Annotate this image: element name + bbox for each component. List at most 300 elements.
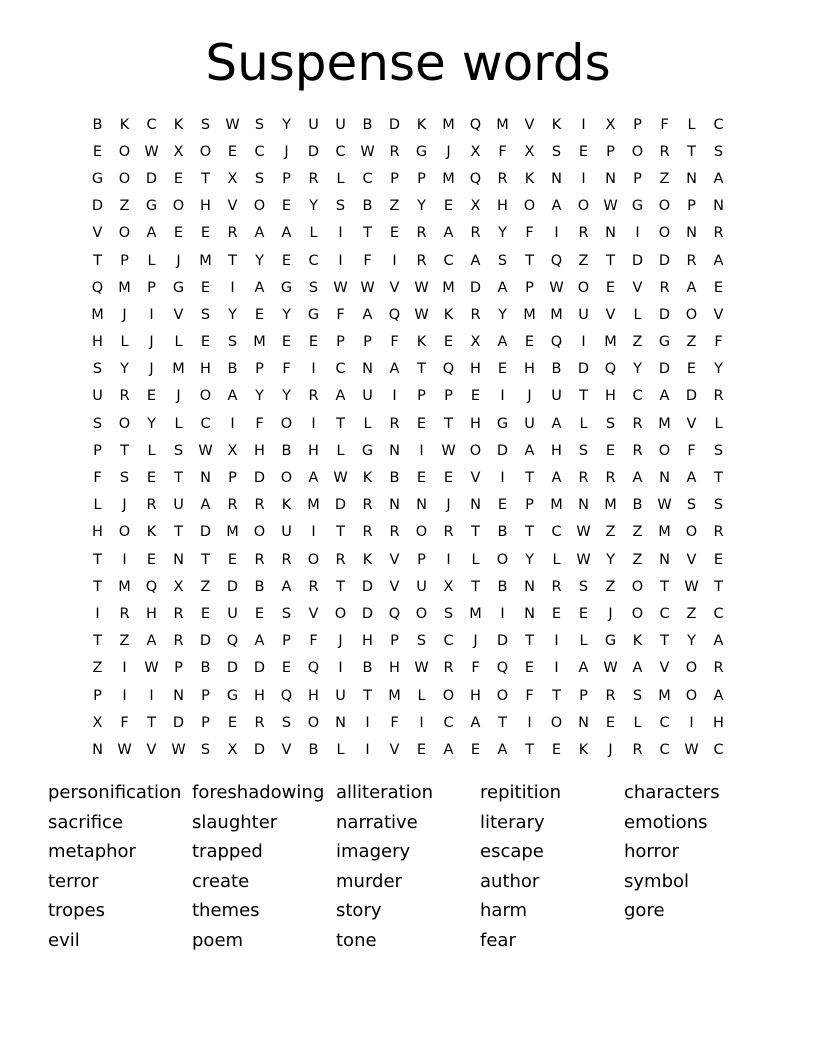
grid-letter: S bbox=[578, 442, 589, 459]
grid-letter: R bbox=[470, 306, 481, 323]
grid-letter: I bbox=[311, 415, 316, 432]
grid-letter: V bbox=[173, 306, 184, 323]
grid-letter: L bbox=[147, 252, 156, 269]
grid-letter: S bbox=[92, 415, 103, 432]
grid-letter: V bbox=[524, 116, 535, 133]
grid-letter: T bbox=[714, 578, 723, 595]
grid-letter: E bbox=[146, 551, 157, 568]
grid-letter: P bbox=[201, 714, 210, 731]
grid-letter: O bbox=[172, 198, 185, 215]
grid-letter: S bbox=[92, 361, 103, 378]
grid-row bbox=[84, 464, 734, 491]
grid-letter: H bbox=[308, 687, 319, 704]
grid-letter: M bbox=[172, 361, 185, 378]
grid-letter: K bbox=[281, 497, 292, 514]
grid-letter: D bbox=[631, 252, 644, 269]
grid-letter: A bbox=[632, 470, 643, 487]
grid-letter: E bbox=[605, 442, 616, 459]
grid-letter: Y bbox=[525, 551, 534, 568]
grid-letter: G bbox=[145, 198, 158, 215]
grid-letter: F bbox=[93, 470, 102, 487]
grid-letter: N bbox=[659, 470, 670, 487]
grid-letter: E bbox=[200, 279, 211, 296]
word-list-item: foreshadowing bbox=[192, 782, 325, 803]
grid-letter: E bbox=[227, 551, 238, 568]
grid-letter: F bbox=[120, 714, 129, 731]
grid-letter: S bbox=[335, 198, 346, 215]
grid-letter: E bbox=[416, 415, 427, 432]
word-search-grid bbox=[84, 111, 734, 764]
grid-letter: L bbox=[336, 741, 345, 758]
grid-letter: R bbox=[119, 605, 130, 622]
grid-letter: C bbox=[200, 415, 211, 432]
grid-letter: N bbox=[470, 497, 481, 514]
grid-letter: E bbox=[254, 605, 265, 622]
grid-letter: S bbox=[713, 442, 724, 459]
grid-letter: H bbox=[254, 687, 265, 704]
grid-letter: D bbox=[685, 388, 698, 405]
grid-row bbox=[84, 573, 734, 600]
grid-letter: X bbox=[470, 334, 481, 351]
grid-letter: I bbox=[446, 551, 451, 568]
grid-letter: C bbox=[254, 143, 265, 160]
grid-letter: N bbox=[362, 361, 373, 378]
word-list-item: murder bbox=[336, 870, 402, 892]
grid-letter: P bbox=[390, 170, 399, 187]
grid-letter: N bbox=[659, 551, 670, 568]
grid-letter: A bbox=[551, 198, 562, 215]
word-list-item: escape bbox=[480, 841, 544, 863]
grid-letter: A bbox=[254, 279, 265, 296]
grid-letter: R bbox=[227, 225, 238, 242]
grid-letter: T bbox=[660, 578, 669, 595]
grid-letter: Q bbox=[388, 605, 401, 622]
word-list-item: poem bbox=[192, 929, 244, 951]
grid-letter: R bbox=[389, 524, 400, 541]
word-list-item: create bbox=[192, 870, 250, 892]
grid-letter: R bbox=[173, 633, 184, 650]
grid-letter: E bbox=[281, 334, 292, 351]
grid-letter: U bbox=[173, 497, 184, 514]
grid-letter: O bbox=[280, 415, 293, 432]
grid-letter: J bbox=[176, 388, 181, 405]
grid-letter: J bbox=[176, 252, 181, 269]
grid-letter: I bbox=[122, 687, 127, 704]
grid-letter: J bbox=[284, 143, 289, 160]
grid-letter: S bbox=[605, 415, 616, 432]
grid-letter: M bbox=[523, 306, 536, 323]
grid-letter: F bbox=[471, 660, 480, 677]
grid-letter: E bbox=[281, 252, 292, 269]
grid-letter: A bbox=[551, 415, 562, 432]
grid-letter: I bbox=[635, 225, 640, 242]
grid-letter: R bbox=[362, 497, 373, 514]
grid-letter: N bbox=[335, 714, 346, 731]
grid-letter: T bbox=[687, 143, 696, 160]
page-title: Suspense words bbox=[205, 34, 611, 92]
grid-letter: Y bbox=[282, 116, 291, 133]
grid-letter: D bbox=[361, 578, 374, 595]
grid-letter: I bbox=[338, 252, 343, 269]
grid-letter: W bbox=[576, 551, 591, 568]
grid-letter: O bbox=[496, 551, 509, 568]
grid-letter: O bbox=[280, 470, 293, 487]
grid-letter: T bbox=[363, 687, 372, 704]
grid-letter: A bbox=[470, 252, 481, 269]
grid-letter: H bbox=[605, 388, 616, 405]
word-list-item: imagery bbox=[336, 841, 411, 863]
grid-row bbox=[84, 220, 734, 247]
grid-letter: T bbox=[93, 551, 102, 568]
grid-letter: Z bbox=[200, 578, 211, 595]
grid-letter: O bbox=[685, 660, 698, 677]
grid-letter: R bbox=[254, 714, 265, 731]
grid-letter: T bbox=[525, 741, 534, 758]
grid-letter: S bbox=[173, 442, 184, 459]
grid-letter: M bbox=[469, 605, 482, 622]
grid-row bbox=[84, 628, 734, 655]
grid-letter: U bbox=[92, 388, 103, 405]
grid-letter: Y bbox=[417, 198, 426, 215]
grid-letter: I bbox=[392, 388, 397, 405]
grid-letter: L bbox=[687, 116, 696, 133]
grid-letter: Z bbox=[119, 198, 130, 215]
grid-letter: B bbox=[92, 116, 103, 133]
grid-letter: N bbox=[578, 714, 589, 731]
grid-letter: B bbox=[362, 198, 373, 215]
grid-letter: T bbox=[525, 470, 534, 487]
grid-letter: D bbox=[334, 497, 347, 514]
grid-letter: R bbox=[416, 252, 427, 269]
grid-letter: L bbox=[174, 334, 183, 351]
grid-letter: P bbox=[390, 633, 399, 650]
grid-letter: R bbox=[632, 415, 643, 432]
grid-letter: A bbox=[200, 497, 211, 514]
word-list-item: gore bbox=[624, 900, 665, 922]
grid-letter: H bbox=[524, 361, 535, 378]
grid-letter: B bbox=[497, 524, 508, 541]
word-list-item: author bbox=[480, 870, 540, 892]
grid-letter: K bbox=[146, 524, 157, 541]
grid-letter: D bbox=[469, 279, 482, 296]
grid-letter: T bbox=[471, 524, 480, 541]
grid-letter: P bbox=[417, 170, 426, 187]
grid-letter: I bbox=[95, 605, 100, 622]
grid-letter: G bbox=[658, 334, 671, 351]
grid-letter: U bbox=[308, 116, 319, 133]
grid-row bbox=[84, 329, 734, 356]
grid-letter: A bbox=[254, 633, 265, 650]
grid-letter: Y bbox=[282, 388, 291, 405]
grid-letter: C bbox=[713, 116, 724, 133]
grid-row bbox=[84, 519, 734, 546]
grid-letter: P bbox=[525, 497, 534, 514]
grid-letter: C bbox=[308, 252, 319, 269]
grid-letter: X bbox=[92, 714, 103, 731]
grid-letter: R bbox=[578, 470, 589, 487]
grid-letter: Q bbox=[550, 334, 563, 351]
grid-letter: R bbox=[443, 660, 454, 677]
grid-letter: G bbox=[91, 170, 104, 187]
grid-letter: Z bbox=[632, 524, 643, 541]
grid-letter: P bbox=[687, 198, 696, 215]
grid-letter: V bbox=[389, 279, 400, 296]
grid-letter: Q bbox=[307, 660, 320, 677]
grid-letter: A bbox=[308, 470, 319, 487]
grid-letter: Z bbox=[119, 633, 130, 650]
grid-row bbox=[84, 247, 734, 274]
grid-letter: M bbox=[604, 497, 617, 514]
grid-letter: L bbox=[714, 415, 723, 432]
grid-letter: D bbox=[172, 714, 185, 731]
grid-letter: X bbox=[173, 578, 184, 595]
word-list-item: alliteration bbox=[336, 782, 434, 803]
grid-letter: O bbox=[577, 198, 590, 215]
grid-letter: Q bbox=[91, 279, 104, 296]
grid-letter: V bbox=[389, 741, 400, 758]
grid-letter: Y bbox=[606, 551, 615, 568]
grid-letter: C bbox=[632, 388, 643, 405]
grid-letter: X bbox=[173, 143, 184, 160]
grid-letter: H bbox=[470, 361, 481, 378]
grid-letter: Z bbox=[659, 170, 670, 187]
grid-letter: Y bbox=[633, 361, 642, 378]
grid-letter: H bbox=[470, 415, 481, 432]
grid-letter: I bbox=[230, 415, 235, 432]
grid-letter: K bbox=[362, 551, 373, 568]
grid-letter: N bbox=[173, 551, 184, 568]
grid-row bbox=[84, 410, 734, 437]
grid-letter: G bbox=[631, 198, 644, 215]
grid-letter: J bbox=[446, 497, 451, 514]
grid-letter: N bbox=[578, 497, 589, 514]
grid-letter: Q bbox=[469, 116, 482, 133]
grid-letter: D bbox=[253, 660, 266, 677]
grid-letter: N bbox=[686, 225, 697, 242]
grid-letter: A bbox=[443, 225, 454, 242]
grid-letter: I bbox=[554, 225, 559, 242]
grid-letter: E bbox=[227, 714, 238, 731]
grid-row bbox=[84, 193, 734, 220]
grid-letter: H bbox=[551, 442, 562, 459]
grid-letter: Y bbox=[498, 306, 507, 323]
grid-letter: I bbox=[311, 361, 316, 378]
grid-letter: O bbox=[253, 524, 266, 541]
grid-letter: F bbox=[390, 334, 399, 351]
grid-letter: R bbox=[308, 578, 319, 595]
word-list-item: tone bbox=[336, 929, 377, 951]
grid-letter: O bbox=[199, 388, 212, 405]
word-list-item: terror bbox=[48, 870, 99, 892]
grid-letter: I bbox=[500, 605, 505, 622]
grid-letter: E bbox=[443, 334, 454, 351]
grid-letter: E bbox=[524, 334, 535, 351]
grid-letter: T bbox=[174, 524, 183, 541]
grid-letter: W bbox=[684, 578, 699, 595]
grid-letter: L bbox=[363, 415, 372, 432]
grid-letter: Q bbox=[469, 170, 482, 187]
grid-letter: T bbox=[417, 361, 426, 378]
grid-letter: L bbox=[147, 442, 156, 459]
grid-letter: G bbox=[415, 143, 428, 160]
grid-letter: B bbox=[227, 361, 238, 378]
grid-letter: F bbox=[687, 442, 696, 459]
grid-letter: O bbox=[118, 143, 131, 160]
grid-letter: D bbox=[199, 524, 212, 541]
grid-letter: N bbox=[524, 605, 535, 622]
grid-letter: J bbox=[473, 633, 478, 650]
grid-letter: A bbox=[686, 470, 697, 487]
grid-letter: O bbox=[118, 415, 131, 432]
grid-letter: E bbox=[389, 225, 400, 242]
grid-letter: R bbox=[416, 225, 427, 242]
grid-letter: B bbox=[362, 660, 373, 677]
grid-letter: X bbox=[470, 143, 481, 160]
grid-letter: R bbox=[254, 497, 265, 514]
grid-letter: V bbox=[227, 198, 238, 215]
grid-letter: D bbox=[658, 252, 671, 269]
grid-letter: D bbox=[658, 306, 671, 323]
grid-letter: C bbox=[335, 143, 346, 160]
grid-letter: P bbox=[633, 170, 642, 187]
grid-row bbox=[84, 736, 734, 763]
grid-letter: F bbox=[525, 225, 534, 242]
grid-letter: K bbox=[416, 334, 427, 351]
grid-letter: J bbox=[122, 497, 127, 514]
grid-letter: P bbox=[606, 143, 615, 160]
grid-letter: R bbox=[551, 578, 562, 595]
grid-letter: T bbox=[660, 633, 669, 650]
grid-letter: O bbox=[631, 605, 644, 622]
grid-letter: T bbox=[93, 578, 102, 595]
grid-letter: D bbox=[496, 442, 509, 459]
grid-letter: V bbox=[389, 578, 400, 595]
grid-letter: N bbox=[389, 497, 400, 514]
grid-letter: P bbox=[282, 170, 291, 187]
word-list-item: evil bbox=[48, 929, 80, 951]
grid-letter: B bbox=[389, 470, 400, 487]
grid-letter: Y bbox=[120, 361, 129, 378]
grid-letter: W bbox=[144, 660, 159, 677]
grid-letter: P bbox=[336, 334, 345, 351]
grid-letter: A bbox=[632, 660, 643, 677]
grid-letter: M bbox=[550, 497, 563, 514]
grid-row bbox=[84, 437, 734, 464]
grid-letter: T bbox=[228, 252, 237, 269]
grid-letter: L bbox=[309, 225, 318, 242]
grid-letter: D bbox=[253, 741, 266, 758]
grid-letter: X bbox=[443, 578, 454, 595]
grid-letter: R bbox=[227, 497, 238, 514]
grid-letter: Q bbox=[145, 578, 158, 595]
grid-row bbox=[84, 111, 734, 138]
grid-letter: S bbox=[254, 170, 265, 187]
grid-letter: A bbox=[578, 660, 589, 677]
grid-letter: J bbox=[446, 143, 451, 160]
grid-letter: O bbox=[253, 198, 266, 215]
grid-letter: D bbox=[577, 361, 590, 378]
grid-letter: P bbox=[579, 687, 588, 704]
word-list-item: personification bbox=[48, 782, 182, 803]
grid-letter: R bbox=[389, 143, 400, 160]
grid-letter: F bbox=[390, 714, 399, 731]
grid-letter: T bbox=[147, 714, 156, 731]
grid-letter: C bbox=[659, 741, 670, 758]
grid-letter: R bbox=[713, 524, 724, 541]
grid-letter: Z bbox=[686, 334, 697, 351]
grid-letter: O bbox=[658, 442, 671, 459]
grid-letter: M bbox=[307, 497, 320, 514]
grid-letter: E bbox=[281, 660, 292, 677]
grid-letter: I bbox=[527, 714, 532, 731]
grid-letter: W bbox=[171, 741, 186, 758]
grid-letter: J bbox=[608, 741, 613, 758]
grid-letter: T bbox=[444, 415, 453, 432]
grid-letter: E bbox=[713, 279, 724, 296]
grid-letter: S bbox=[281, 605, 292, 622]
grid-letter: B bbox=[362, 116, 373, 133]
grid-letter: H bbox=[713, 714, 724, 731]
grid-letter: L bbox=[336, 442, 345, 459]
grid-letter: S bbox=[119, 470, 130, 487]
grid-letter: T bbox=[471, 578, 480, 595]
grid-letter: E bbox=[497, 497, 508, 514]
grid-letter: I bbox=[122, 660, 127, 677]
grid-letter: R bbox=[119, 388, 130, 405]
grid-letter: O bbox=[550, 714, 563, 731]
grid-letter: T bbox=[174, 470, 183, 487]
grid-letter: I bbox=[365, 714, 370, 731]
grid-letter: K bbox=[443, 306, 454, 323]
grid-row bbox=[84, 138, 734, 165]
grid-letter: J bbox=[122, 306, 127, 323]
grid-letter: I bbox=[581, 334, 586, 351]
grid-letter: D bbox=[145, 170, 158, 187]
grid-letter: D bbox=[361, 605, 374, 622]
grid-letter: W bbox=[198, 442, 213, 459]
grid-letter: O bbox=[442, 687, 455, 704]
grid-letter: T bbox=[525, 252, 534, 269]
grid-letter: L bbox=[633, 714, 642, 731]
grid-letter: Y bbox=[714, 361, 723, 378]
grid-letter: H bbox=[470, 687, 481, 704]
grid-letter: T bbox=[201, 170, 210, 187]
grid-letter: T bbox=[714, 470, 723, 487]
grid-letter: A bbox=[443, 741, 454, 758]
grid-letter: Y bbox=[228, 306, 237, 323]
grid-letter: O bbox=[685, 687, 698, 704]
grid-letter: W bbox=[603, 198, 618, 215]
grid-letter: Q bbox=[388, 306, 401, 323]
grid-letter: S bbox=[200, 116, 211, 133]
grid-letter: W bbox=[414, 306, 429, 323]
grid-letter: W bbox=[360, 143, 375, 160]
grid-letter: M bbox=[442, 116, 455, 133]
grid-letter: E bbox=[254, 306, 265, 323]
grid-row bbox=[84, 492, 734, 519]
word-list-item: characters bbox=[624, 782, 720, 803]
grid-letter: N bbox=[416, 497, 427, 514]
grid-letter: V bbox=[686, 415, 697, 432]
grid-letter: U bbox=[524, 415, 535, 432]
grid-letter: G bbox=[307, 306, 320, 323]
grid-letter: O bbox=[577, 279, 590, 296]
grid-letter: F bbox=[282, 361, 291, 378]
word-list-item: metaphor bbox=[48, 841, 136, 863]
grid-letter: L bbox=[471, 551, 480, 568]
grid-letter: S bbox=[713, 143, 724, 160]
grid-letter: N bbox=[173, 687, 184, 704]
